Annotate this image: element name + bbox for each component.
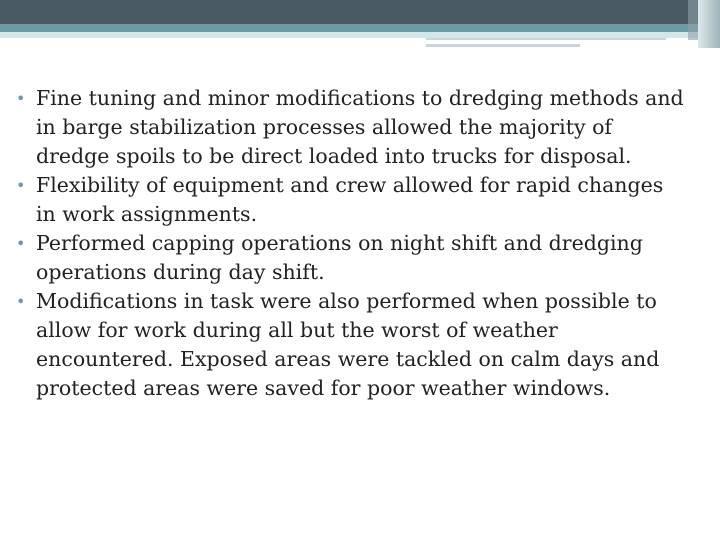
slide-body	[14, 84, 684, 403]
header-corner-accent	[688, 0, 698, 40]
header-corner-shade	[698, 0, 720, 48]
bullet-dot-icon: •	[16, 292, 26, 311]
header-divider-line-short	[426, 44, 580, 47]
header-bar-accent	[0, 24, 720, 32]
bullet-text: Performed capping operations on night shift and dredging operations during day shift.	[36, 231, 643, 284]
bullet-list	[14, 84, 684, 403]
bullet-item	[14, 287, 684, 403]
header-divider-line	[426, 38, 666, 40]
bullet-item	[14, 171, 684, 229]
bullet-dot-icon: •	[16, 89, 26, 108]
bullet-item	[14, 229, 684, 287]
header-bar-dark	[0, 0, 720, 24]
bullet-text: Modifications in task were also performed when possible to allow for work during all but the worst of weather encountered. Exposed areas were tackled on calm days and protected areas were saved for poor weather windows.	[36, 289, 660, 400]
bullet-text: Fine tuning and minor modifications to dredging methods and in barge stabilization processes allowed the majority of dredge spoils to be direct loaded into trucks for disposal.	[36, 86, 684, 168]
bullet-item	[14, 84, 684, 171]
bullet-dot-icon: •	[16, 234, 26, 253]
bullet-dot-icon: •	[16, 176, 26, 195]
bullet-text: Flexibility of equipment and crew allowed for rapid changes in work assignments.	[36, 173, 664, 226]
